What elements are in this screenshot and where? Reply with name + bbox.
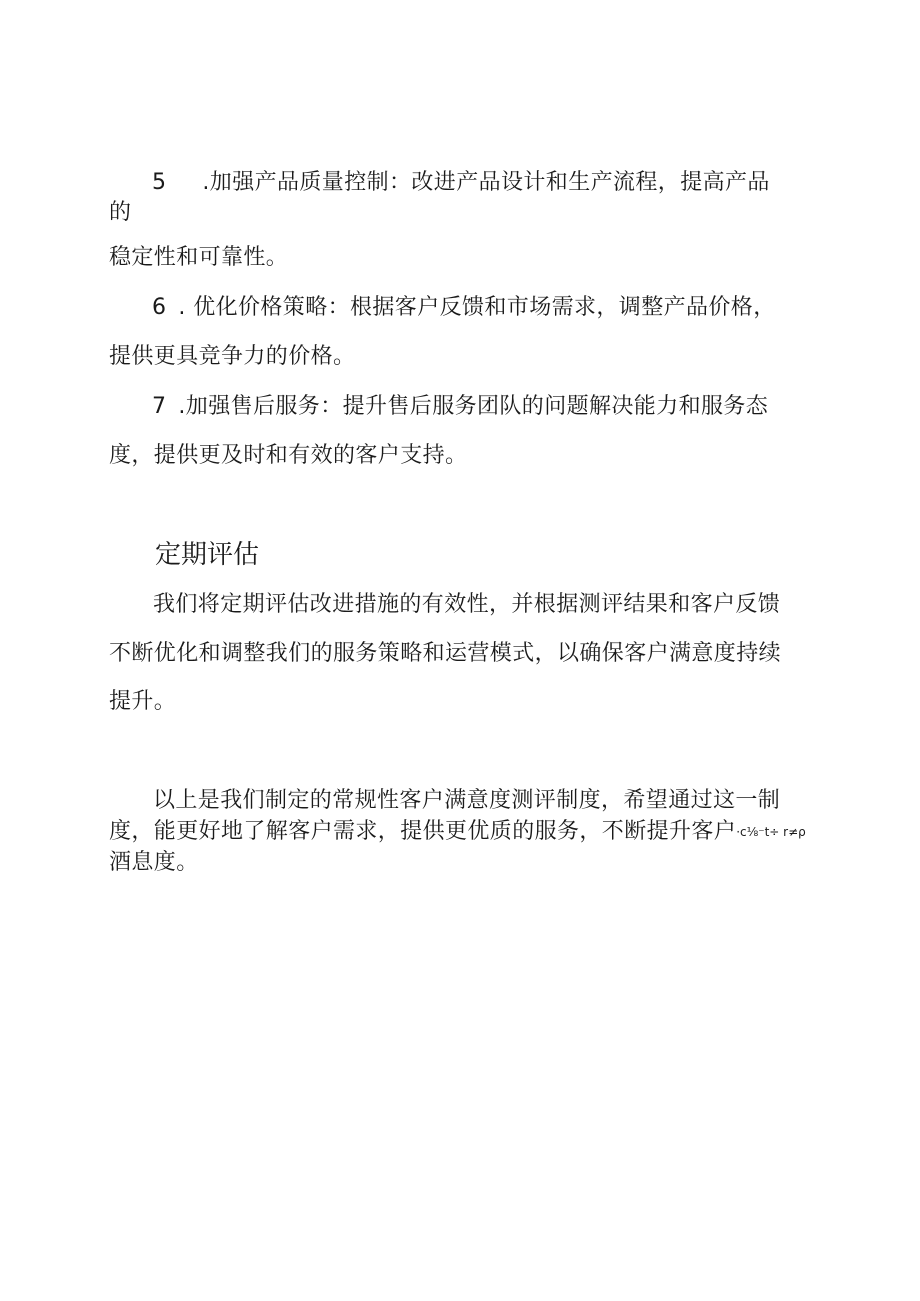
list-item-text: .加强产品质量控制：改进产品设计和生产流程，提高产品 xyxy=(202,170,770,195)
section-paragraph-line-1: 我们将定期评估改进措施的有效性，并根据测评结果和客户反馈 xyxy=(153,592,781,617)
list-item-text: .加强售后服务：提升售后服务团队的问题解决能力和服务态 xyxy=(178,394,769,419)
list-item-6-continuation: 提供更具竞争力的价格。 xyxy=(109,344,356,369)
garbled-characters: ·c⅛⁻t÷ r≠ρ xyxy=(736,825,806,839)
section-heading: 定期评估 xyxy=(155,540,260,570)
list-item-5 xyxy=(152,168,770,198)
list-item-text: . 优化价格策略：根据客户反馈和市场需求，调整产品价格， xyxy=(178,295,776,320)
list-item-6 xyxy=(152,293,776,323)
conclusion-line-2-text: 度，能更好地了解客户需求，提供更优质的服务，不断提升客户 xyxy=(109,819,737,844)
conclusion-line-2 xyxy=(109,817,806,847)
list-item-7 xyxy=(152,392,768,422)
list-item-number: 7 xyxy=(152,394,167,419)
list-item-number: 6 xyxy=(152,295,167,320)
conclusion-line-1: 以上是我们制定的常规性客户满意度测评制度，希望通过这一制 xyxy=(153,788,781,813)
section-paragraph-line-3: 提升。 xyxy=(109,689,177,714)
list-item-7-continuation: 度，提供更及时和有效的客户支持。 xyxy=(109,443,468,468)
list-item-5-wrap: 的 xyxy=(109,200,132,225)
conclusion-line-3: 酒息度。 xyxy=(109,850,199,875)
list-item-5-continuation: 稳定性和可靠性。 xyxy=(109,245,289,270)
list-item-number: 5 xyxy=(152,170,167,195)
section-paragraph-line-2: 不断优化和调整我们的服务策略和运营模式，以确保客户满意度持续 xyxy=(109,641,782,666)
